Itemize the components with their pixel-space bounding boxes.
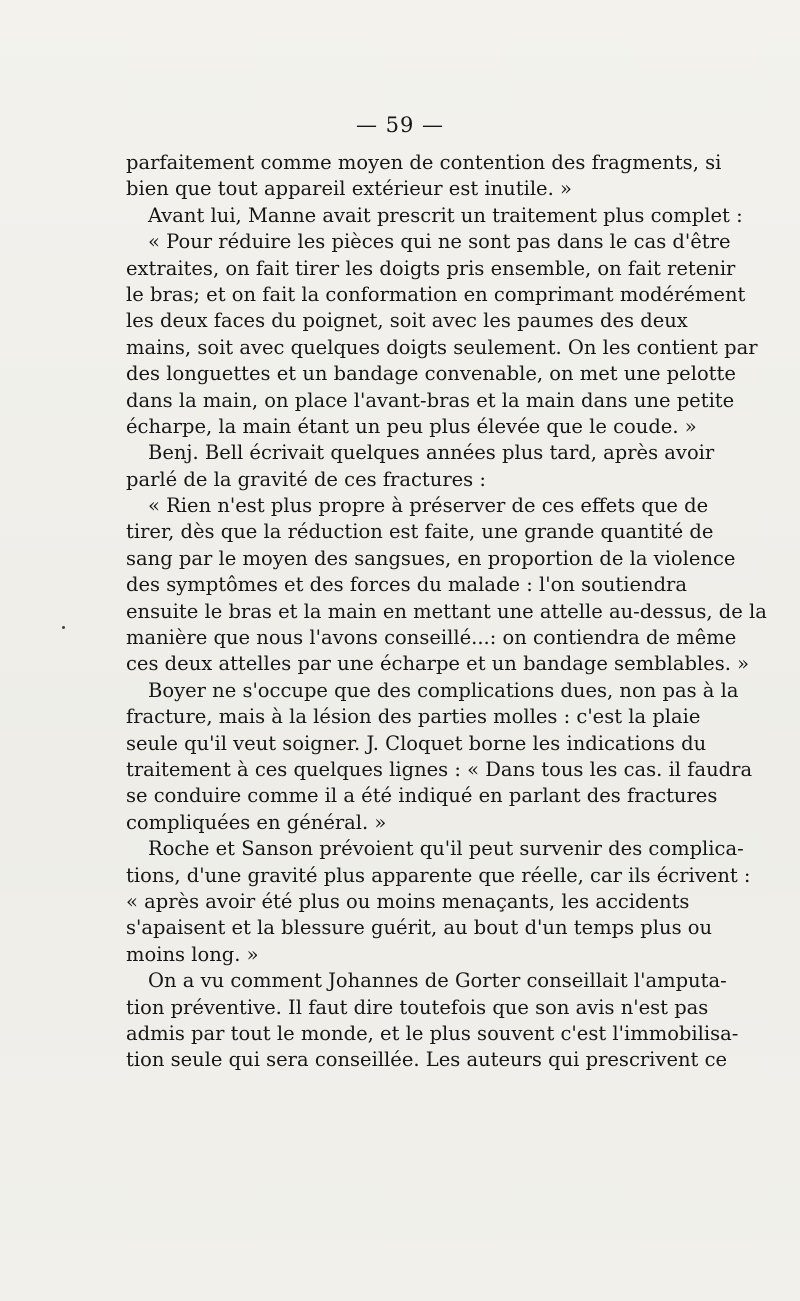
text-line: s'apaisent et la blessure guérit, au bout d'un temps plus ou: [126, 916, 713, 940]
text-line: parlé de la gravité de ces fractures :: [126, 467, 486, 491]
text-line: Avant lui, Manne avait prescrit un traitement plus complet :: [148, 203, 743, 227]
body-text: [126, 150, 767, 1074]
text-line: tirer, dès que la réduction est faite, une grande quantité de: [126, 520, 714, 544]
text-line: Roche et Sanson prévoient qu'il peut survenir des complica-: [148, 837, 744, 861]
text-line: compliquées en général. »: [126, 810, 387, 834]
text-line: « après avoir été plus ou moins menaçants, les accidents: [126, 889, 690, 913]
text-line: des longuettes et un bandage convenable, on met une pelotte: [126, 362, 736, 386]
text-line: mains, soit avec quelques doigts seulement. On les contient par: [126, 335, 758, 359]
text-line: se conduire comme il a été indiqué en parlant des fractures: [126, 784, 718, 808]
text-line: « Pour réduire les pièces qui ne sont pas dans le cas d'être: [148, 230, 731, 254]
text-line: moins long. »: [126, 942, 259, 966]
text-line: Benj. Bell écrivait quelques années plus tard, après avoir: [148, 441, 715, 465]
page-number: — 59 —: [355, 113, 445, 137]
text-line: On a vu comment Johannes de Gorter conseillait l'amputa-: [148, 969, 727, 993]
text-line: ensuite le bras et la main en mettant une attelle au-dessus, de la: [126, 599, 767, 623]
text-line: bien que tout appareil extérieur est inutile. »: [126, 177, 572, 201]
text-line: tion préventive. Il faut dire toutefois que son avis n'est pas: [126, 995, 709, 1019]
text-line: tion seule qui sera conseillée. Les auteurs qui prescrivent ce: [126, 1048, 728, 1072]
text-line: parfaitement comme moyen de contention des fragments, si: [126, 151, 722, 174]
text-line: Boyer ne s'occupe que des complications dues, non pas à la: [148, 678, 739, 702]
text-line: fracture, mais à la lésion des parties molles : c'est la plaie: [126, 705, 701, 729]
text-line: traitement à ces quelques lignes : « Dans tous les cas. il faudra: [126, 757, 753, 781]
text-line: manière que nous l'avons conseillé...: on contiendra de même: [126, 626, 737, 650]
text-line: dans la main, on place l'avant-bras et la main dans une petite: [126, 388, 735, 412]
text-line: des symptômes et des forces du malade : l'on soutiendra: [126, 573, 687, 597]
text-line: tions, d'une gravité plus apparente que réelle, car ils écrivent :: [126, 863, 751, 887]
text-line: extraites, on fait tirer les doigts pris ensemble, on fait retenir: [126, 256, 736, 280]
text-line: admis par tout le monde, et le plus souvent c'est l'immobilisa-: [126, 1021, 739, 1045]
text-line: « Rien n'est plus propre à préserver de ces effets que de: [148, 494, 709, 518]
ink-speck: [62, 626, 65, 629]
text-line: seule qu'il veut soigner. J. Cloquet borne les indications du: [126, 731, 707, 755]
text-line: le bras; et on fait la conformation en comprimant modérément: [126, 282, 746, 306]
text-line: les deux faces du poignet, soit avec les paumes des deux: [126, 309, 688, 333]
text-line: écharpe, la main étant un peu plus élevée que le coude. »: [126, 414, 697, 438]
text-line: ces deux attelles par une écharpe et un bandage semblables. »: [126, 652, 750, 676]
text-line: sang par le moyen des sangsues, en proportion de la violence: [126, 546, 736, 570]
